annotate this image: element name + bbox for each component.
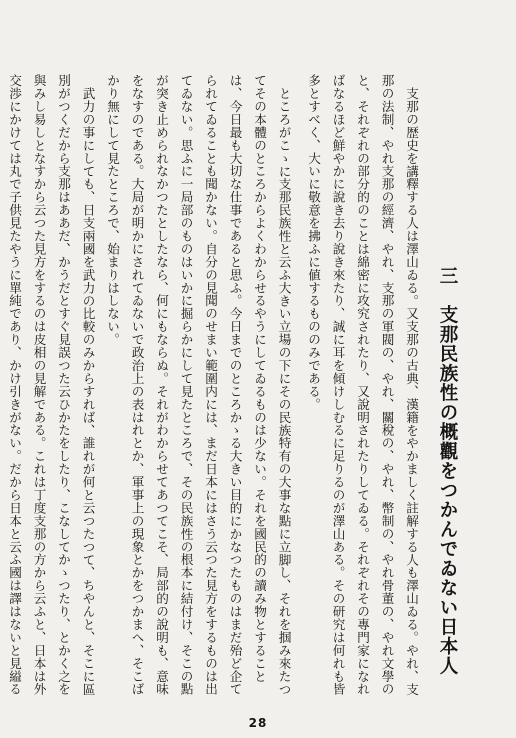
page-number: 28 xyxy=(248,716,268,730)
section-heading: 三 支那民族性の概觀をつかんでゐない日本人 xyxy=(437,266,458,676)
paragraph-2: ところがこゝに支那民族性と云ふ大きい立場の下にその民族特有の大事な點に立脚し、それを掴み來たつてその本體のところからよくわからせるやうにしてゐるものは少ない。それを國民的の讀み物とすることは、今日最も大切な仕事であると思ふ。今日までのところかゝる大きい目的にかなつたものはまだ殆ど企てられてゐることも聞かない。自分の見聞のせまい範圍内には、まだ日本にはさう云つた見方をするものは出てゐない。思ふに一局部のものはいかに掘らかにして見たところで、その民族性の根本に結付け、そこの點が突き止められなかつたとしたなら、何にもならぬ。それがわからせてあつてこそ、局部的の說明も、意味をなすのである。大局が明かにされてゐないで政治上の表はれとか、軍事上の現象とかをつかまへ、そこばかり無にして見たところで、始まりはしない。 xyxy=(105,74,292,696)
paragraph-3: 武力の事にしても、日支兩國を武力の比較のみからすれば、誰れが何と云つたつて、ちやんと、そこに區別がつくだから支那はああだ、かうだとすぐ見誤つた云ひかたをしたり、こなしてかゝつたり、とかく之を與みし易しとなすから云つた見方をするのは皮相の見解である。これは丁度支那の方から云ふと、日本は外交渉にかけては丸で子供見たやうに單純であり、かけ引きがない。だから日本と云ふ國は譯はないと見縊る xyxy=(7,74,96,696)
body-text xyxy=(7,74,423,696)
paragraph-1: 支那の歴史を講釋する人は澤山ゐる。又支那の古典、漢籍をやかましく註解する人も澤山ゐる。やれ、支那の法制、やれ支那の經濟、やれ、支那の軍閥の、やれ、關稅の、やれ、幣制の、やれ骨董の、やれ文學のと、それぞれの部分的のことは綿密に攻究されたり、又說明されたりしてゐる。それぞれその專門家になればなるほど鮮やかに說き去り說き來たり、誠に耳を傾けしむるに足りるのが澤山ある。その研究は何れも皆多とすべく、大いに敬意を拂ふに値するもののみである。 xyxy=(306,74,419,696)
